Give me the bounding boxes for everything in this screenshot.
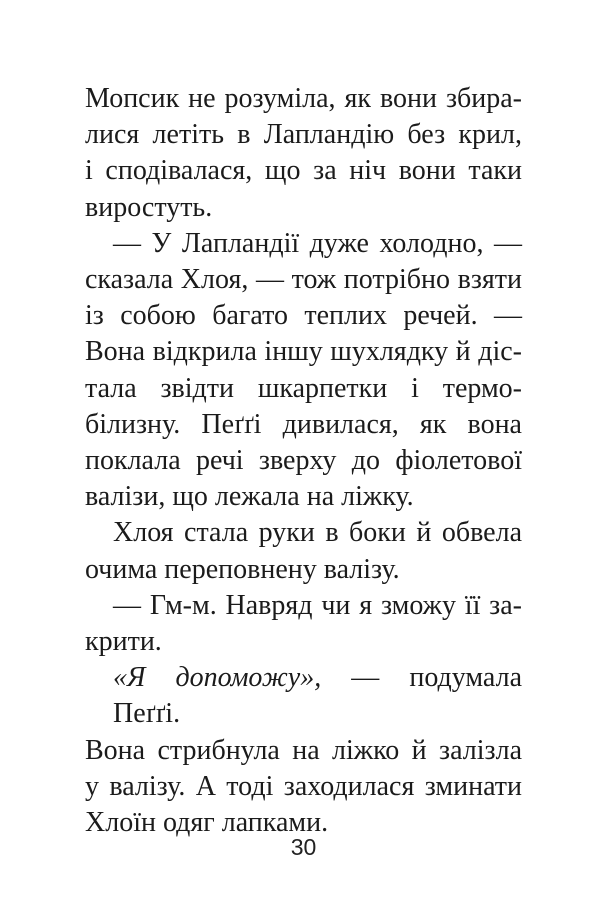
text-line bbox=[85, 624, 522, 660]
text-line bbox=[85, 407, 522, 443]
text-segment: і сподівалася, що за ніч вони таки bbox=[85, 155, 522, 187]
text-segment: тала звідти шкарпетки і термо- bbox=[85, 372, 522, 404]
text-segment: білизну. Пеґґі дивилася, як вона bbox=[85, 408, 522, 440]
text-segment: лися летіть в Лапландію без крил, bbox=[85, 119, 522, 151]
text-line bbox=[85, 226, 522, 262]
text-segment: — подумала Пеґґі. bbox=[113, 662, 522, 730]
text-segment: виростуть. bbox=[85, 191, 213, 223]
page-number: 30 bbox=[290, 834, 317, 860]
text-line bbox=[85, 660, 522, 732]
text-segment: валізи, що лежала на ліжку. bbox=[85, 481, 414, 513]
text-line bbox=[85, 371, 522, 407]
paragraph bbox=[85, 81, 522, 226]
text-line bbox=[85, 153, 522, 189]
text-segment: крити. bbox=[85, 626, 162, 658]
text-segment: — Гм-м. Навряд чи я зможу її за- bbox=[113, 589, 522, 621]
text-segment: очима переповнену валізу. bbox=[85, 553, 400, 585]
text-line bbox=[85, 443, 522, 479]
text-line bbox=[85, 515, 522, 551]
page-text bbox=[85, 81, 522, 841]
text-segment: поклала речі зверху до фіолетової bbox=[85, 445, 522, 477]
text-segment: Хлоя стала руки в боки й обвела bbox=[113, 517, 522, 549]
text-segment: сказала Хлоя, — тож потрібно взяти bbox=[85, 264, 522, 296]
text-line bbox=[85, 733, 522, 769]
paragraph bbox=[85, 588, 522, 660]
paragraph bbox=[85, 226, 522, 516]
text-segment: Вона відкрила іншу шухлядку й діс- bbox=[85, 336, 522, 368]
text-line bbox=[85, 262, 522, 298]
text-line bbox=[85, 588, 522, 624]
text-line bbox=[85, 552, 522, 588]
text-line bbox=[85, 81, 522, 117]
text-line bbox=[85, 769, 522, 805]
text-segment: Вона стрибнула на ліжко й залізла bbox=[85, 734, 522, 766]
italic-text-segment: «Я допоможу», bbox=[113, 662, 352, 694]
text-segment: Мопсик не розуміла, як вони збира- bbox=[85, 83, 522, 114]
paragraph bbox=[85, 515, 522, 587]
text-line bbox=[85, 479, 522, 515]
text-line bbox=[85, 334, 522, 370]
text-segment: у валізу. А тоді заходилася зминати bbox=[85, 770, 522, 802]
text-segment: Хлоїн одяг лапками. bbox=[85, 807, 329, 839]
text-line bbox=[85, 190, 522, 226]
text-line bbox=[85, 298, 522, 334]
paragraph bbox=[85, 660, 522, 841]
text-line bbox=[85, 117, 522, 153]
text-segment: із собою багато теплих речей. — bbox=[85, 300, 522, 332]
text-segment: — У Лапландії дуже холодно, — bbox=[113, 227, 522, 259]
